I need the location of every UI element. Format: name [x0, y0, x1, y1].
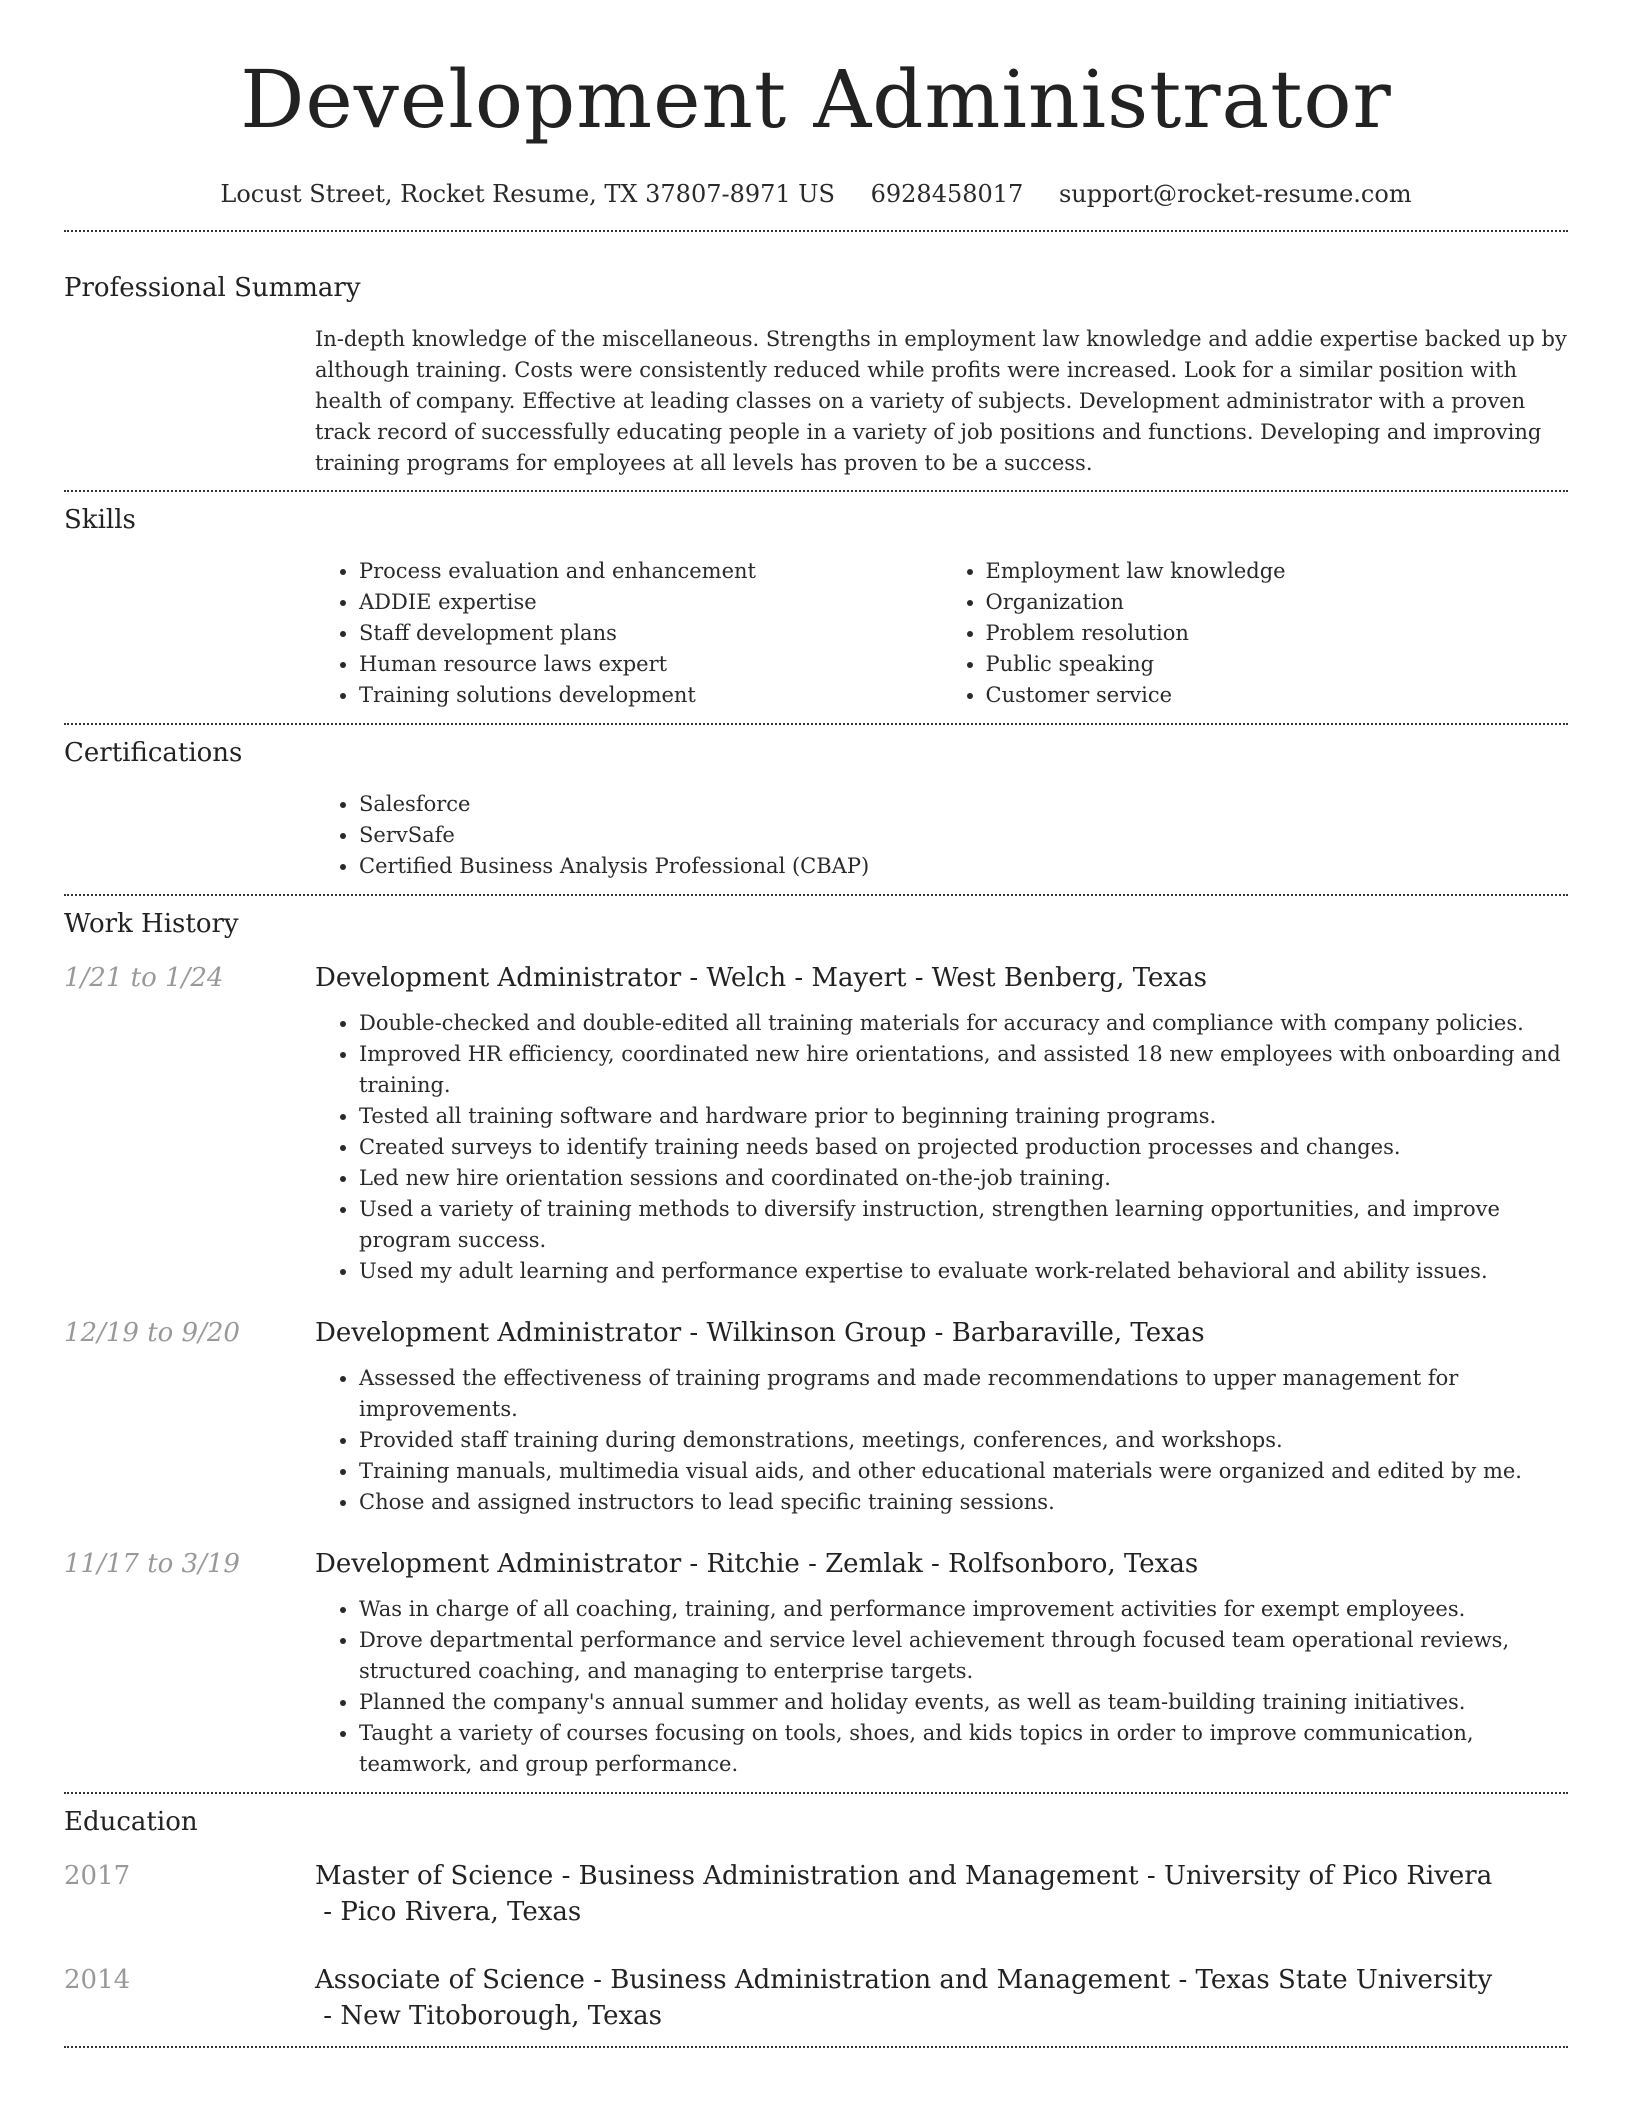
separator: -: [553, 1861, 579, 1891]
certifications-list: [315, 789, 1568, 882]
section-divider: [64, 894, 1568, 896]
job-header: [64, 1315, 1568, 1351]
responsibility-item: • Double-checked and double-edited all training materials for accuracy and compliance with company policies.: [359, 1008, 1568, 1039]
education-year: 2017: [64, 1861, 131, 1891]
section-divider: [64, 2046, 1568, 2048]
skills-list: [315, 556, 1568, 711]
skill-item: • Problem resolution: [986, 618, 1569, 649]
education-school: Texas State University: [1195, 1965, 1493, 1995]
job-title: [315, 960, 1207, 996]
separator: -: [681, 963, 707, 993]
contact-email: support@rocket-resume.com: [1058, 180, 1412, 208]
education-school: University of Pico Rivera: [1163, 1861, 1493, 1891]
candidate-name: Development Administrator: [240, 53, 1392, 146]
skill-item: • Training solutions development: [359, 680, 942, 711]
separator: -: [584, 1965, 611, 1995]
section-divider: [64, 1792, 1568, 1794]
education-degree: Master of Science: [315, 1861, 554, 1891]
job-company: Wilkinson Group: [706, 1318, 927, 1348]
job-company: Welch - Mayert: [706, 963, 907, 993]
education-entry: [64, 1962, 1568, 2034]
certification-item: • Certified Business Analysis Professional (CBAP): [359, 851, 1568, 882]
job-role: Development Administrator: [315, 1318, 682, 1348]
skill-item: • Human resource laws expert: [359, 649, 942, 680]
education-degree: Associate of Science: [315, 1965, 585, 1995]
job-responsibilities: [315, 1363, 1568, 1518]
responsibility-item: • Improved HR efficiency, coordinated new hire orientations, and assisted 18 new employees with onboarding and training.: [359, 1039, 1568, 1101]
job-dates: 1/21 to 1/24: [64, 963, 224, 993]
responsibility-item: • Chose and assigned instructors to lead specific training sessions.: [359, 1487, 1568, 1518]
responsibility-item: • Led new hire orientation sessions and coordinated on-the-job training.: [359, 1163, 1568, 1194]
job-location: Rolfsonboro, Texas: [948, 1549, 1199, 1579]
section-divider: [64, 230, 1568, 232]
responsibility-item: • Planned the company's annual summer and holiday events, as well as team-building training initiatives.: [359, 1687, 1568, 1718]
job-dates: 11/17 to 3/19: [64, 1549, 240, 1579]
certifications-heading: Certifications: [64, 738, 243, 768]
job-role: Development Administrator: [315, 963, 682, 993]
skills-column-right: [942, 556, 1569, 711]
contact-line: [64, 178, 1568, 210]
skill-item: • Staff development plans: [359, 618, 942, 649]
section-divider: [64, 723, 1568, 725]
skills-heading: Skills: [64, 505, 136, 535]
job-responsibilities: [315, 1594, 1568, 1780]
skill-item: • Public speaking: [986, 649, 1569, 680]
skill-item: • Employment law knowledge: [986, 556, 1569, 587]
job-location: Barbaraville, Texas: [951, 1318, 1205, 1348]
skill-item: • Process evaluation and enhancement: [359, 556, 942, 587]
resume-page: [64, 0, 1568, 2048]
contact-phone: 6928458017: [870, 180, 1024, 208]
summary-text: In-depth knowledge of the miscellaneous. Strengths in employment law knowledge and addie expertise backed up by although training. Costs were consistently reduced while profits were increased. Look for a similar position with health of company. Effective at leading classes on a variety of subjects. Development administrator with a proven track record of successfully educating people in a variety of job positions and functions. Developing and improving training programs for employees at all levels has proven to be a success.: [315, 327, 1567, 475]
education-location: Pico Rivera, Texas: [340, 1897, 582, 1927]
responsibility-item: • Used my adult learning and performance expertise to evaluate work-related behavioral and ability issues.: [359, 1256, 1568, 1287]
education-details: [315, 1962, 1568, 2034]
education-entry: [64, 1858, 1568, 1930]
summary-heading: Professional Summary: [64, 273, 361, 303]
responsibility-item: • Created surveys to identify training needs based on projected production processes and changes.: [359, 1132, 1568, 1163]
responsibility-item: • Provided staff training during demonstrations, meetings, conferences, and workshops.: [359, 1425, 1568, 1456]
job-header: [64, 960, 1568, 996]
skill-item: • Organization: [986, 587, 1569, 618]
job-responsibilities: [315, 1008, 1568, 1287]
job-role: Development Administrator: [315, 1549, 682, 1579]
separator: -: [315, 1897, 341, 1927]
responsibility-item: • Used a variety of training methods to diversify instruction, strengthen learning opportunities, and improve program success.: [359, 1194, 1568, 1256]
education-location: New Titoborough, Texas: [340, 2001, 663, 2031]
responsibility-item: • Was in charge of all coaching, training, and performance improvement activities for exempt employees.: [359, 1594, 1568, 1625]
responsibility-item: • Drove departmental performance and service level achievement through focused team operational reviews, structured coaching, and managing to enterprise targets.: [359, 1625, 1568, 1687]
work-history-heading: Work History: [64, 909, 239, 939]
skills-column-left: [315, 556, 942, 711]
job-company: Ritchie - Zemlak: [706, 1549, 923, 1579]
skill-item: • Customer service: [986, 680, 1569, 711]
contact-address: Locust Street, Rocket Resume, TX 37807-8971 US: [220, 180, 835, 208]
separator: -: [1170, 1965, 1196, 1995]
separator: -: [922, 1549, 949, 1579]
separator: -: [906, 963, 932, 993]
responsibility-item: • Taught a variety of courses focusing on tools, shoes, and kids topics in order to improve communication, teamwork, and group performance.: [359, 1718, 1568, 1780]
certification-item: • Salesforce: [359, 789, 1568, 820]
education-field: Business Administration and Management: [578, 1861, 1139, 1891]
education-details: [315, 1858, 1568, 1930]
responsibility-item: • Training manuals, multimedia visual aids, and other educational materials were organized and edited by me.: [359, 1456, 1568, 1487]
certification-item: • ServSafe: [359, 820, 1568, 851]
job-entry: [64, 1546, 1568, 1780]
job-header: [64, 1546, 1568, 1582]
job-title: [315, 1315, 1205, 1351]
education-field: Business Administration and Management: [610, 1965, 1171, 1995]
responsibility-item: • Assessed the effectiveness of training programs and made recommendations to upper management for improvements.: [359, 1363, 1568, 1425]
separator: -: [926, 1318, 952, 1348]
job-dates: 12/19 to 9/20: [64, 1318, 240, 1348]
job-title: [315, 1546, 1198, 1582]
separator: -: [1138, 1861, 1164, 1891]
separator: -: [315, 2001, 341, 2031]
responsibility-item: • Tested all training software and hardware prior to beginning training programs.: [359, 1101, 1568, 1132]
education-heading: Education: [64, 1807, 198, 1837]
separator: -: [681, 1549, 707, 1579]
job-location: West Benberg, Texas: [931, 963, 1207, 993]
job-entry: [64, 1315, 1568, 1518]
separator: -: [681, 1318, 707, 1348]
job-entry: [64, 960, 1568, 1287]
skill-item: • ADDIE expertise: [359, 587, 942, 618]
section-divider: [64, 490, 1568, 492]
education-year: 2014: [64, 1965, 131, 1995]
